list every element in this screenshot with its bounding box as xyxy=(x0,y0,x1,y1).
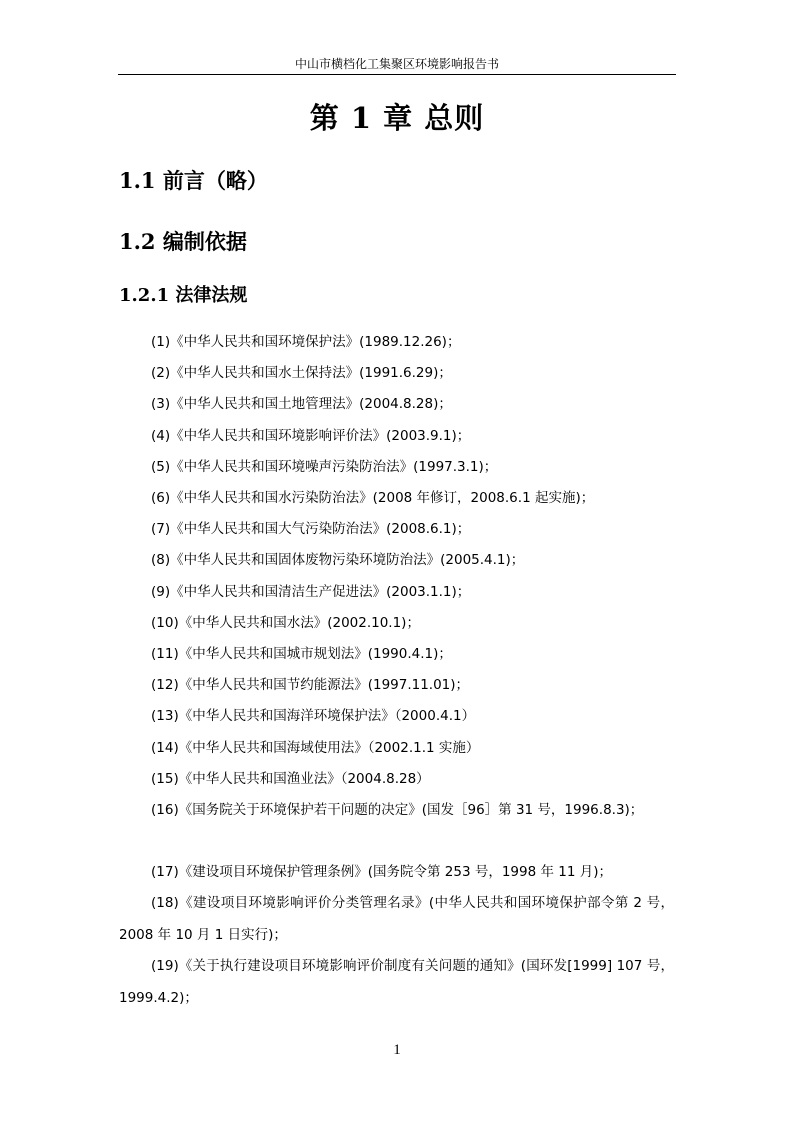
law-list-item: (15)《中华人民共和国渔业法》（2004.8.28） xyxy=(151,771,430,787)
law-list-item: (2)《中华人民共和国水土保持法》(1991.6.29)； xyxy=(151,365,452,381)
section-heading-preface: 1.1 前言（略） xyxy=(119,168,268,193)
law-list-item: (14)《中华人民共和国海域使用法》（2002.1.1 实施） xyxy=(151,740,480,756)
law-list-item: (18)《建设项目环境影响评价分类管理名录》(中华人民共和国环境保护部令第 2 号，2008 年 10 月 1 日实行)； xyxy=(119,895,674,943)
page-number: 1 xyxy=(393,1042,401,1058)
header-divider xyxy=(118,74,676,75)
chapter-title: 第 1 章 总则 xyxy=(309,101,485,135)
law-list-item: (10)《中华人民共和国水法》(2002.10.1)； xyxy=(151,615,420,631)
law-list-item: (6)《中华人民共和国水污染防治法》(2008 年修订，2008.6.1 起实施)； xyxy=(151,490,595,506)
law-list-item: (11)《中华人民共和国城市规划法》(1990.4.1)； xyxy=(151,646,452,662)
subsection-heading-laws: 1.2.1 法律法规 xyxy=(119,285,248,306)
law-list-item: (5)《中华人民共和国环境噪声污染防治法》(1997.3.1)； xyxy=(151,459,498,475)
section-heading-basis: 1.2 编制依据 xyxy=(119,229,247,254)
law-list-item: (16)《国务院关于环境保护若干问题的决定》(国发［96］第 31 号，1996.8.3)； xyxy=(151,802,644,818)
running-header: 中山市横档化工集聚区环境影响报告书 xyxy=(294,57,499,71)
law-list-item: (13)《中华人民共和国海洋环境保护法》（2000.4.1） xyxy=(151,708,476,724)
law-list-item: (1)《中华人民共和国环境保护法》(1989.12.26)； xyxy=(151,334,461,350)
law-list-item: (12)《中华人民共和国节约能源法》(1997.11.01)； xyxy=(151,677,470,693)
law-list-item: (3)《中华人民共和国土地管理法》(2004.8.28)； xyxy=(151,396,452,412)
law-list-item: (8)《中华人民共和国固体废物污染环境防治法》(2005.4.1)； xyxy=(151,552,525,568)
law-list-item: (9)《中华人民共和国清洁生产促进法》(2003.1.1)； xyxy=(151,584,471,600)
law-list-item: (19)《关于执行建设项目环境影响评价制度有关问题的通知》(国环发[1999] 107 号，1999.4.2)； xyxy=(119,958,674,1006)
law-list-item: (17)《建设项目环境保护管理条例》(国务院令第 253 号，1998 年 11 月)； xyxy=(151,864,613,880)
law-list-item: (7)《中华人民共和国大气污染防治法》(2008.6.1)； xyxy=(151,521,471,537)
law-list-item: (4)《中华人民共和国环境影响评价法》(2003.9.1)； xyxy=(151,428,471,444)
